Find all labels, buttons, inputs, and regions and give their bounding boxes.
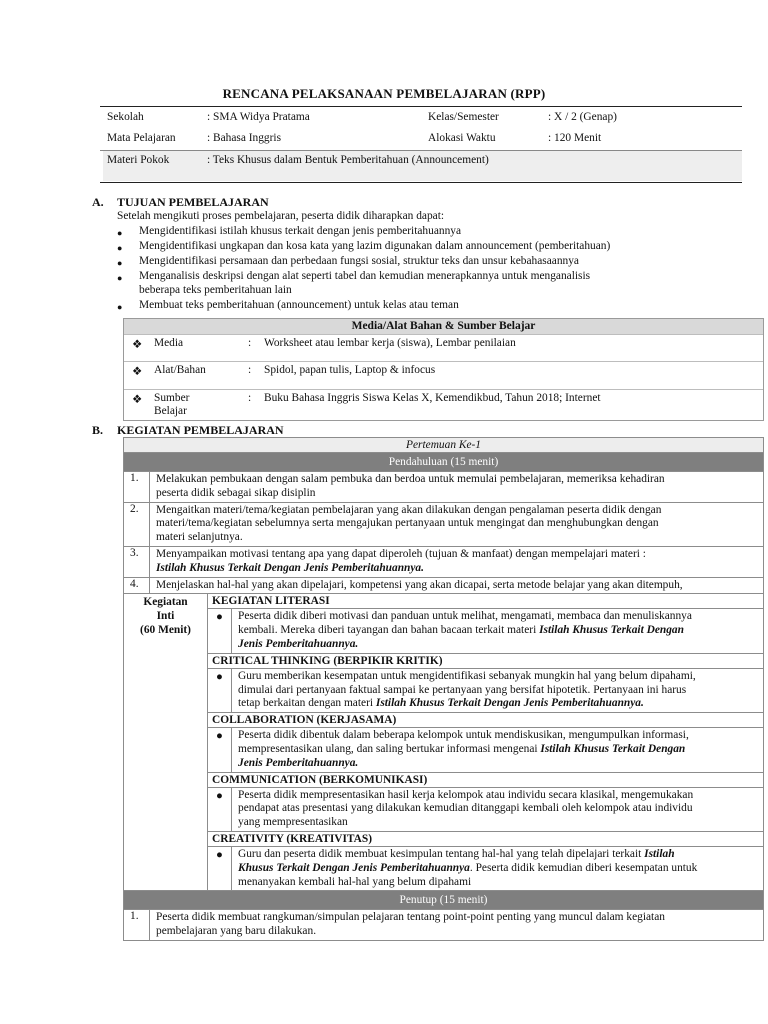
communication-heading: COMMUNICATION (BERKOMUNIKASI) [208, 772, 764, 787]
bullet-icon: ● [208, 609, 232, 653]
step-number: 4. [124, 577, 150, 594]
core-activity-label: Kegiatan Inti (60 Menit) [124, 594, 208, 891]
step-number: 1. [124, 910, 150, 941]
media-sep: : [248, 364, 252, 376]
kelas-label: Kelas/Semester [428, 111, 499, 123]
bullet-icon: ● [117, 302, 123, 312]
critical-text: Guru memberikan kesempatan untuk mengidentifikasi sebanyak mungkin hal yang belum dipahami, dimulai dari pertanyaan faktual sampai ke pertanyaan yang bersifat hipotetik. Pertanyaan ini harus tetap berkaitan dengan materi Istilah Khusus Terkait Dengan Jenis Pemberitahuannya. [232, 668, 764, 712]
communication-text: Peserta didik mempresentasikan hasil kerja kelompok atau individu secara klasikal, mengemukakan pendapat atas presentasi yang dilakukan kemudian ditanggapi kembali oleh kelompok atau individu yang mempresentasikan [232, 787, 764, 831]
table-row [124, 472, 764, 503]
step-number: 3. [124, 546, 150, 577]
media-label-continued: Belajar [154, 405, 187, 417]
table-row [124, 546, 764, 577]
step-number: 1. [124, 472, 150, 503]
bullet-icon: ● [208, 846, 232, 890]
closing-text: Peserta didik membuat rangkuman/simpulan pelajaran tentang point-point penting yang muncul dalam kegiatan pembelajaran yang baru dilakukan. [150, 910, 764, 941]
table-row [124, 594, 764, 609]
objective-item: Mengidentifikasi persamaan dan perbedaan fungsi sosial, struktur teks dan unsur kebahasaannya [139, 255, 579, 267]
bottom-rule [100, 182, 742, 183]
sekolah-label: Sekolah [107, 111, 144, 123]
objective-item: Membuat teks pemberitahuan (announcement) untuk kelas atau teman [139, 299, 459, 311]
media-row [124, 334, 763, 362]
objective-item: Mengidentifikasi istilah khusus terkait dengan jenis pemberitahuannya [139, 225, 462, 237]
diamond-bullet-icon: ❖ [132, 339, 143, 351]
bullet-icon: ● [117, 258, 123, 268]
collaboration-text: Peserta didik dibentuk dalam beberapa kelompok untuk mendiskusikan, mengumpulkan informasi, mempresentasikan ulang, dan saling bertukar informasi mengenai Istilah Khusus Terkait Dengan Jenis Pemberitahuannya. [232, 728, 764, 772]
table-row [124, 609, 764, 653]
meeting-label: Pertemuan Ke-1 [124, 438, 764, 453]
step-text: Menyampaikan motivasi tentang apa yang dapat diperoleh (tujuan & manfaat) dengan mempelajari materi : Istilah Khusus Terkait Dengan Jenis Pemberitahuannya. [150, 546, 764, 577]
creativity-text: Guru dan peserta didik membuat kesimpulan tentang hal-hal yang telah dipelajari terkait Istilah Khusus Terkait Dengan Jenis Pemberitahuannya. Peserta didik kemudian diberi kesempatan untuk menanyakan kembali hal-hal yang belum dipahami [232, 846, 764, 890]
table-row [124, 787, 764, 831]
literacy-heading: KEGIATAN LITERASI [208, 594, 764, 609]
media-value: Buku Bahasa Inggris Siswa Kelas X, Kemendikbud, Tahun 2018; Internet [264, 392, 601, 404]
diamond-bullet-icon: ❖ [132, 394, 143, 406]
creativity-heading: CREATIVITY (KREATIVITAS) [208, 831, 764, 846]
section-a-letter: A. [92, 195, 104, 209]
objective-item-continued: beberapa teks pemberitahuan lain [139, 284, 292, 296]
media-sep: : [248, 337, 252, 349]
media-label: Alat/Bahan [154, 364, 206, 376]
table-row [124, 577, 764, 594]
page-title: RENCANA PELAKSANAAN PEMBELAJARAN (RPP) [222, 86, 546, 101]
collaboration-heading: COLLABORATION (KERJASAMA) [208, 713, 764, 728]
step-text: Mengaitkan materi/tema/kegiatan pembelajaran yang akan dilakukan dengan pengalaman peserta didik dengan materi/tema/kegiatan sebelumnya serta mengajukan pertanyaan untuk mengingat dan menghubungkan dengan materi selanjutnya. [150, 502, 764, 546]
alokasi-label: Alokasi Waktu [428, 132, 496, 144]
table-row [124, 910, 764, 941]
literacy-text: Peserta didik diberi motivasi dan panduan untuk melihat, mengamati, membaca dan menuliskannya kembali. Mereka diberi tayangan dan bahan bacaan terkait materi Istilah Khusus Terkait Dengan Jenis Pemberitahuannya. [232, 609, 764, 653]
table-row [124, 668, 764, 712]
media-label: Sumber [154, 392, 190, 404]
sekolah-value: : SMA Widya Pratama [207, 111, 310, 123]
bullet-icon: ● [208, 787, 232, 831]
table-row [124, 728, 764, 772]
materi-value: : Teks Khusus dalam Bentuk Pemberitahuan (Announcement) [207, 154, 489, 166]
table-row [124, 713, 764, 728]
media-row [124, 361, 763, 390]
closing-band: Penutup (15 menit) [124, 891, 764, 910]
bullet-icon: ● [208, 668, 232, 712]
diamond-bullet-icon: ❖ [132, 366, 143, 378]
table-row [124, 502, 764, 546]
objective-item: Menganalisis deskripsi dengan alat seperti tabel dan kemudian menerapkannya untuk menganalisis [139, 270, 591, 282]
table-row [124, 846, 764, 890]
kelas-value: : X / 2 (Genap) [548, 111, 617, 123]
media-label: Media [154, 337, 184, 349]
media-value: Worksheet atau lembar kerja (siswa), Lembar penilaian [264, 337, 516, 349]
section-b-letter: B. [92, 423, 104, 437]
materi-label: Materi Pokok [107, 154, 170, 166]
bullet-icon: ● [117, 243, 123, 253]
bullet-icon: ● [208, 728, 232, 772]
identity-row-3 [103, 151, 742, 181]
bullet-icon: ● [117, 228, 123, 238]
activities-table [123, 437, 764, 941]
table-row [124, 653, 764, 668]
table-row [124, 772, 764, 787]
mapel-value: : Bahasa Inggris [207, 132, 282, 144]
opening-band: Pendahuluan (15 menit) [124, 453, 764, 472]
table-row [124, 831, 764, 846]
media-value: Spidol, papan tulis, Laptop & infocus [264, 364, 436, 376]
section-a-heading: TUJUAN PEMBELAJARAN [117, 195, 269, 209]
section-a-intro: Setelah mengikuti proses pembelajaran, peserta didik diharapkan dapat: [117, 210, 445, 222]
critical-heading: CRITICAL THINKING (BERPIKIR KRITIK) [208, 653, 764, 668]
media-table [123, 318, 764, 421]
media-row [124, 389, 763, 421]
media-sep: : [248, 392, 252, 404]
mapel-label: Mata Pelajaran [107, 132, 176, 144]
identity-row-1 [103, 108, 742, 128]
step-number: 2. [124, 502, 150, 546]
identity-row-2 [103, 129, 742, 149]
step-text: Menjelaskan hal-hal yang akan dipelajari, kompetensi yang akan dicapai, serta metode belajar yang akan ditempuh, [150, 577, 764, 594]
alokasi-value: : 120 Menit [548, 132, 602, 144]
step-text: Melakukan pembukaan dengan salam pembuka dan berdoa untuk memulai pembelajaran, memeriksa kehadiran peserta didik sebagai sikap disiplin [150, 472, 764, 503]
bullet-icon: ● [117, 273, 123, 283]
media-table-heading: Media/Alat Bahan & Sumber Belajar [124, 319, 763, 334]
objective-item: Mengidentifikasi ungkapan dan kosa kata yang lazim digunakan dalam announcement (pemberitahuan) [139, 240, 611, 252]
section-b-heading: KEGIATAN PEMBELAJARAN [117, 423, 284, 437]
